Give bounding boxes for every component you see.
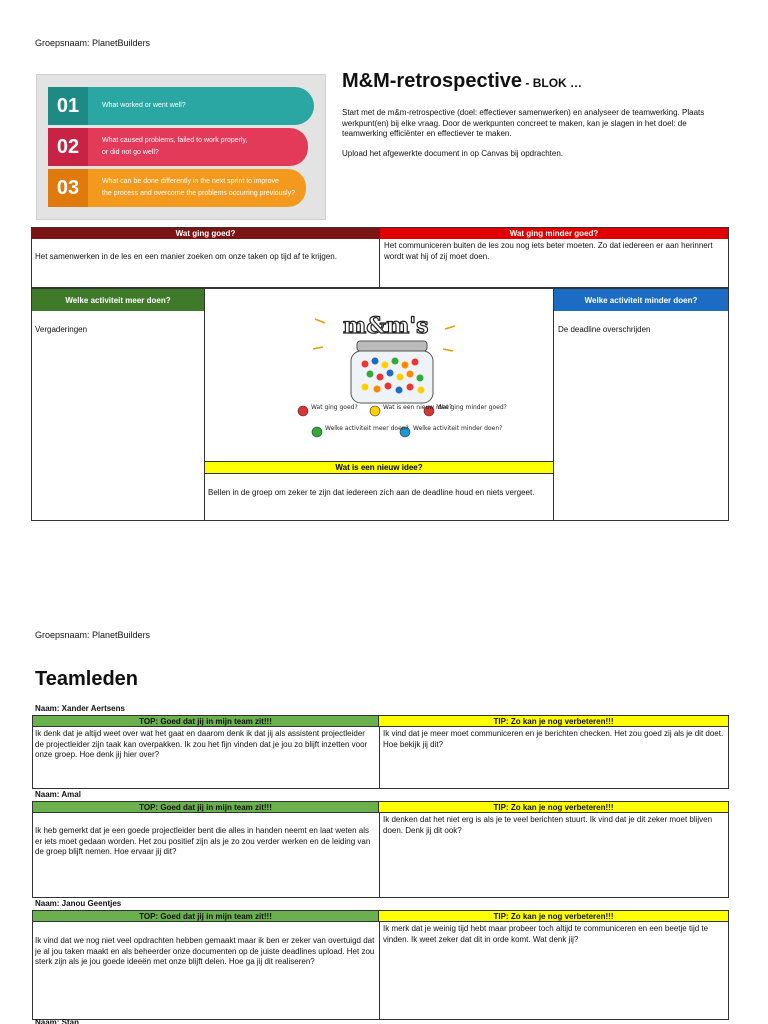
title-suffix: - BLOK …: [522, 76, 583, 90]
intro-paragraph-2: Upload het afgewerkte document in op Canvas bij opdrachten.: [342, 148, 564, 158]
q-minder-answer: De deadline overschrijden: [558, 325, 651, 334]
groepsnaam-label: Groepsnaam: PlanetBuilders: [35, 38, 151, 48]
q-nieuw-header: Wat is een nieuw idee?: [205, 462, 553, 474]
label-goed: Wat ging goed?: [311, 404, 358, 411]
step-1-text: What worked or went well?: [102, 102, 186, 109]
divider: [379, 802, 380, 897]
label-meer: Welke activiteit meer doen?: [325, 425, 409, 432]
intro-text: [342, 108, 727, 159]
top-header: TOP: Goed dat jij in mijn team zit!!!: [33, 911, 379, 922]
jar-lid: [357, 341, 427, 351]
member-2-feedback-table: [32, 801, 729, 898]
page-title: [342, 70, 582, 93]
intro-paragraph-1: Start met de m&m-retrospective (doel: effectiever samenwerken) en analyseer de teamwerking. Plaats werkpunt(en) bij elke vraag. Door de werkpunten concreet te maken, kan je slagen in het doel: de teamwerking efficiënter en effectiever te maken.: [342, 108, 705, 138]
step-2-text-line1: What caused problems, failed to work properly,: [102, 137, 248, 144]
q-goed-header: Wat ging goed?: [32, 228, 379, 239]
member-3-feedback-table: [32, 910, 729, 1020]
q-goed-box: [31, 227, 380, 288]
q-minder-header: Welke activiteit minder doen?: [554, 289, 728, 311]
member-1-name: Naam: Xander Aertsens: [35, 704, 125, 713]
step-1-row: [48, 87, 314, 125]
member-1-feedback-table: [32, 715, 729, 789]
label-minder-goed: Wat ging minder goed?: [437, 404, 507, 411]
q-minder-goed-box: [379, 227, 729, 288]
title-main: M&M-retrospective: [342, 70, 523, 92]
member-4-name: Naam: Stan: [35, 1018, 80, 1024]
step-2-number: 02: [48, 128, 88, 166]
q-nieuw-box: [204, 461, 554, 521]
member-2-name: Naam: Amal: [35, 790, 81, 799]
label-nieuw: Wat is een nieuw idee?: [383, 404, 453, 411]
retrospective-steps-banner: [36, 74, 326, 220]
q-minder-goed-header: Wat ging minder goed?: [380, 228, 728, 239]
member-3-tip-text: Ik merk dat je weinig tijd hebt maar probeer toch altijd te communiceren en een beetje tijd te vinden. Ik weet zeker dat dit in orde komt. Wat denk jij?: [383, 924, 709, 944]
top-header: TOP: Goed dat jij in mijn team zit!!!: [33, 802, 379, 813]
tip-header: TIP: Zo kan je nog verbeteren!!!: [379, 911, 728, 922]
member-3-name: Naam: Janou Geentjes: [35, 899, 122, 908]
groepsnaam-label-2: Groepsnaam: PlanetBuilders: [35, 630, 151, 640]
step-3-text: [88, 176, 295, 200]
q-minder-goed-answer: Het communiceren buiten de les zou nog iets beter moeten. Zo dat iedereen er aan herinnert wordt wat hij of zij moet doen.: [384, 241, 713, 261]
member-1-top-text: Ik denk dat je altijd weet over wat het gaat en daarom denk ik dat jij als assistent projectleider de projectleider zijn taak kan overpakken. Ik zou het fijn vinden dat je jou zo blijft inzetten voor onze groep. Hoe denk jij hier over?: [35, 729, 368, 759]
step-2-text-line2: or did not go well?: [102, 149, 159, 156]
member-1-tip-text: Ik vind dat je meer moet communiceren en je berichten checken. Het zou goed zij als je dit doet. Hoe bekijk jij dit?: [383, 729, 724, 749]
q-meer-box: [31, 288, 205, 521]
step-3-text-line2: the process and overcome the problems occurring previously?: [102, 190, 295, 197]
q-nieuw-answer: Bellen in de groep om zeker te zijn dat iedereen zich aan de deadline houd en niets vergeet.: [208, 488, 535, 497]
teamleden-title: Teamleden: [35, 668, 138, 690]
q-meer-header: Welke activiteit meer doen?: [32, 289, 204, 311]
q-meer-answer: Vergaderingen: [35, 325, 88, 334]
step-2-text: [88, 135, 247, 159]
step-3-text-line1: What can be done differently in the next sprint to improve: [102, 178, 279, 185]
step-3-row: [48, 169, 306, 207]
mm-illustration-box: [204, 288, 554, 461]
q-minder-box: [553, 288, 729, 521]
step-1-number: 01: [48, 87, 88, 125]
mm-logo-text: m&m's: [343, 313, 429, 339]
member-2-top-text: Ik heb gemerkt dat je een goede projectleider bent die alles in handen neemt en laat weten als er iets moet gedaan worden. Het zou positief zijn als je zo zou verder werken en de leiding van de groep blijft nemen. Hoe ervaar jij dit?: [35, 826, 371, 856]
mm-jar-illustration: [205, 289, 553, 461]
divider: [379, 911, 380, 1019]
tip-header: TIP: Zo kan je nog verbeteren!!!: [379, 716, 728, 727]
member-3-top-text: Ik vind dat we nog niet veel opdrachten hebben gemaakt maar ik ben er zeker van overtuigd dat je al jou taken maakt en als beheerder onze documenten op de juiste deadlines upload. Het zou sterk zijn als je jou goede ideeën met onze blijft delen. Hoe ga jij dit realiseren?: [35, 936, 375, 966]
member-2-tip-text: Ik denken dat het niet erg is als je te veel berichten stuurt. Ik vind dat je dit zeker moet blijven doen. Denk jij dit ook?: [383, 815, 713, 835]
step-3-number: 03: [48, 169, 88, 207]
label-minder: Welke activiteit minder doen?: [413, 425, 503, 432]
step-2-row: [48, 128, 308, 166]
tip-header: TIP: Zo kan je nog verbeteren!!!: [379, 802, 728, 813]
q-goed-answer: Het samenwerken in de les en een manier zoeken om onze taken op tijd af te krijgen.: [35, 252, 337, 261]
top-header: TOP: Goed dat jij in mijn team zit!!!: [33, 716, 379, 727]
